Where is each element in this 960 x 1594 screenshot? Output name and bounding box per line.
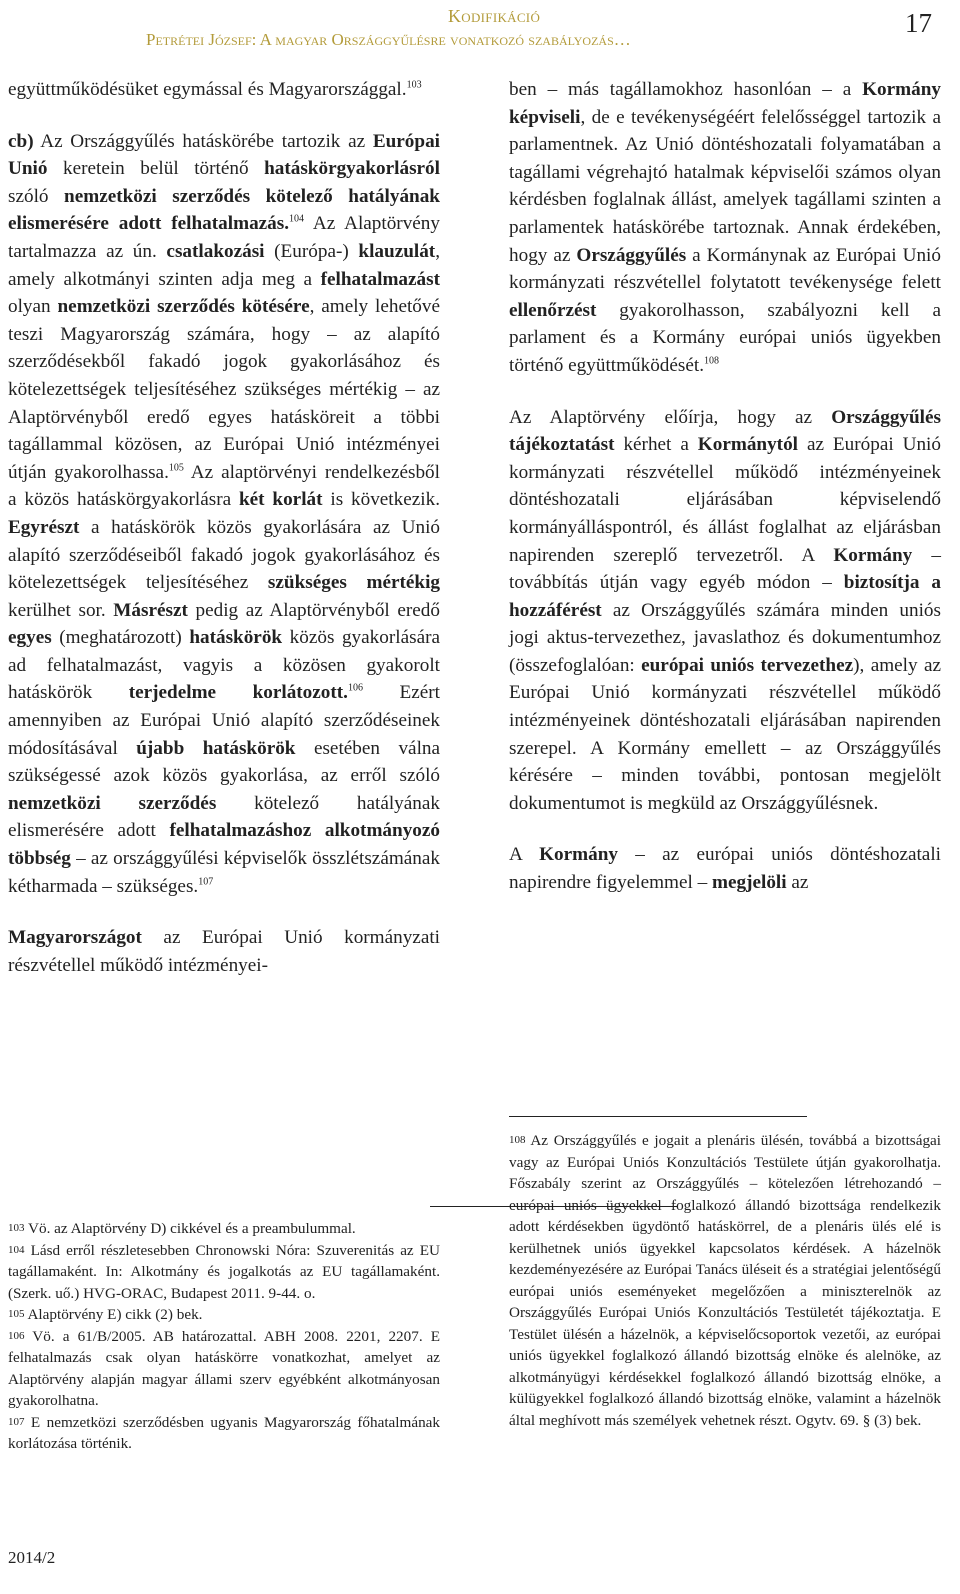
journal-section-title: Kodifikáció [448,6,541,26]
footnotes-right [509,1130,941,1431]
footnote-ref[interactable]: 105 [168,462,184,474]
footnote: $^{107}$ E nemzetközi szerződésben ugyanis Magyarország főhatalmának korlátozása történik. [8,1413,440,1452]
footnote-ref[interactable]: 106 [347,683,363,695]
page-header [0,4,960,52]
footnote-ref[interactable]: 103 [406,79,422,91]
footnote-ref[interactable]: 108 [704,355,720,367]
paragraph: Az Alaptörvény előírja, hogy az Országgyűlés tájékoztatást kérhet a Kormánytól az Európai Unió kormányzati részvétellel működő intézményeinek döntéshozatali eljárásában képviselendő kormányálláspontról, és állást foglalhat az eljárásban napirenden szereplő tervezetről. A Kormány – továbbítás útján vagy egyéb módon – biztosítja a hozzáférést az Országgyűlés számára minden uniós jogi aktus-tervezethez, javaslathoz és dokumentumhoz (összefoglalóan: európai uniós tervezethez), amely az Európai Unió kormányzati részvétellel működő intézményeinek döntéshozatali eljárásában napirenden szerepel. A Kormány emellett – az Országgyűlés kérésére – minden további, pontosan megjelölt dokumentumot is megküld az Országgyűlésnek. [509,406,941,814]
left-column [8,76,440,1003]
paragraph: együttműködésüket egymással és Magyarországgal.$^{103}$ [8,79,422,100]
footnote-ref[interactable]: 104 [289,213,305,225]
footnote: $^{103}$ Vö. az Alaptörvény D) cikkével és a preambulummal. [8,1220,356,1237]
running-title: Petrétei József: A magyar Országgyűlésre vonatkozó szabályozás… [146,30,631,49]
footnote: $^{104}$ Lásd erről részletesebben Chronowski Nóra: Szuverenitás az EU tagállamaként. In: Alkotmány és jogalkotás az EU tagállamaként. (Szerk. uő.) HVG-ORAC, Budapest 2011. 9-44. o. [8,1241,440,1302]
footnote: $^{108}$ Az Országgyűlés e jogait a plenáris ülésén, továbbá a bizottságai vagy az Európai Uniós Konzultációs Testülete útján gyakorolhatja. Főszabály szerint az Országgyűlés – kötelezően létrehozandó – európai uniós ügyekkel foglalkozó állandó bizottsága rendelkezik adott kérdésekben ügydöntő hatáskörrel, de a plenáris ülés elé is kerülhetnek uniós ügyekkel kapcsolatos kérdések. A házelnök kezdeményezésére az Európai Tanács üléseit és a stratégiai jelentőségű európai uniós eseményeket megelőzően a miniszterelnök az Országgyűlés Európai Uniós Konzultációs Testületét tájékoztatja. E Testület ülésén a házelnök, a képviselőcsoportok vezetői, az európai uniós ügyekkel foglalkozó állandó bizottság elnöke és alelnöke, az alkotmányügyi kérdésekkel foglalkozó állandó bizottság elnöke, a külügyekkel foglalkozó állandó bizottság elnöke, valamint a házelnök által meghívott más személyek vehetnek részt. Ogytv. 69. § (3) bek. [509,1132,941,1429]
page-number: 17 [905,8,932,38]
footnotes-left [8,1218,440,1455]
footnote-ref[interactable]: 107 [198,876,214,888]
footnote: $^{105}$ Alaptörvény E) cikk (2) bek. [8,1306,203,1323]
footnote: $^{106}$ Vö. a 61/B/2005. AB határozattal. ABH 2008. 2201, 2207. E felhatalmazás csak olyan hatáskörre vonatkozhat, amelyet az Alaptörvény alapján magyar állami szerv egyébként alkotmányosan gyakorolhatna. [8,1327,440,1409]
issue-label: 2014/2 [8,1548,56,1567]
footnote-divider [509,1116,807,1117]
right-column [509,76,941,921]
paragraph: ben – más tagállamokhoz hasonlóan – a Kormány képviseli, de e tevékenységéért felelősséggel tartozik a parlamentnek. Az Unió döntéshozatali folyamatában a tagállami végrehajtó hatalmak képviselői számos olyan kérdésben foglalnak állást, amelyek tagállami szinten a parlamentek hatáskörébe tartoznak. Annak érdekében, hogy az Országgyűlés a Kormánynak az Európai Unió kormányzati részvétellel folytatott tevékenysége felett ellenőrzést gyakorolhasson, szabályozni kell a parlament és a Kormány európai uniós ügyekben történő együttműködését.$^{108}$ [509,79,941,376]
paragraph: cb) Az Országgyűlés hatáskörébe tartozik az Európai Unió keretein belül történő hatáskörgyakorlásról szóló nemzetközi szerződés kötelező hatályának elismerésére adott felhatalmazás.$^{104}$ Az Alaptörvény tartalmazza az ún. csatlakozási (Európa-) klauzulát, amely alkotmányi szinten adja meg a felhatalmazást olyan nemzetközi szerződés kötésére, amely lehetővé teszi Magyarország számára, hogy – az alapító szerződésekből fakadó jogok gyakorlásához és kötelezettségek teljesítéséhez szükséges mértékig – az Alaptörvényből eredő egyes hatásköreit a többi tagállammal közösen, az Európai Unió intézményei útján gyakorolhassa.$^{105}$ Az alaptörvényi rendelkezésből a közös hatáskörgyakorlásra két korlát is következik. Egyrészt a hatáskörök közös gyakorlására az Unió alapító szerződéseiből fakadó jogok gyakorlásához és kötelezettségek teljesítéséhez szükséges mértékig kerülhet sor. Másrészt pedig az Alaptörvényből eredő egyes (meghatározott) hatáskörök közös gyakorlására ad felhatalmazást, vagyis a közösen gyakorolt hatáskörök terjedelme korlátozott.$^{106}$ Ezért amennyiben az Európai Unió alapító szerződéseinek módosításával újabb hatáskörök esetében válna szükségessé azok közös gyakorlása, az erről szóló nemzetközi szerződés kötelező hatályának elismerésére adott felhatalmazáshoz alkotmányozó többség – az országgyűlési képviselők összlétszámának kétharmada – szükséges.$^{107}$ [8,130,441,897]
paragraph: A Kormány – az európai uniós döntéshozatali napirendre figyelemmel – megjelöli az [509,844,941,894]
paragraph: Magyarországot az Európai Unió kormányzati részvétellel működő intézményei- [8,927,440,976]
